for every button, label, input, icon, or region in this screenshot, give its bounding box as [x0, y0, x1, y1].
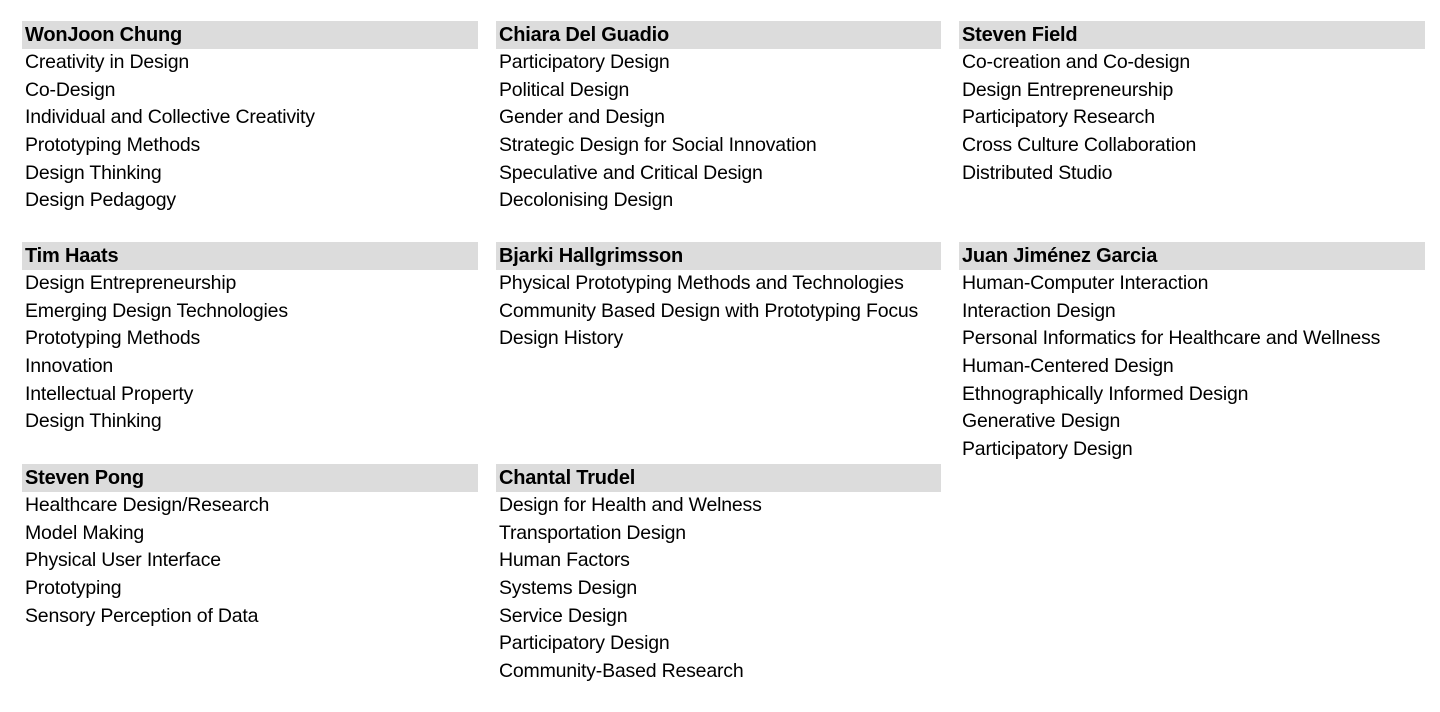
faculty-card — [22, 242, 478, 436]
topic-item: Design Entrepreneurship — [25, 272, 237, 294]
topic-item: Creativity in Design — [25, 51, 189, 73]
faculty-name: WonJoon Chung — [22, 21, 478, 49]
topic-list — [22, 492, 478, 630]
faculty-card — [22, 21, 478, 215]
topic-item: Design for Health and Welness — [499, 494, 762, 516]
topic-item: Physical User Interface — [25, 549, 221, 572]
topic-item: Co-creation and Co-design — [962, 51, 1191, 73]
topic-item: Individual and Collective Creativity — [25, 106, 315, 129]
topic-item: Design History — [499, 327, 623, 350]
topic-item: Prototyping Methods — [25, 134, 201, 157]
topic-list — [496, 49, 941, 215]
topic-item: Prototyping Methods — [25, 327, 201, 350]
topic-item: Political Design — [499, 78, 630, 101]
faculty-name: Steven Pong — [22, 464, 478, 492]
topic-item: Human-Computer Interaction — [962, 272, 1209, 294]
faculty-card — [496, 21, 941, 215]
topic-item: Interaction Design — [962, 299, 1116, 322]
topic-item: Personal Informatics for Healthcare and Wellness — [962, 327, 1381, 350]
topic-item: Decolonising Design — [499, 189, 673, 212]
faculty-name: Tim Haats — [22, 242, 478, 270]
topic-item: Design Thinking — [25, 410, 162, 433]
topic-item: Participatory Design — [499, 632, 670, 655]
topic-list — [22, 270, 478, 436]
topic-item: Participatory Design — [499, 51, 670, 73]
faculty-name: Chantal Trudel — [496, 464, 941, 492]
topic-item: Systems Design — [499, 577, 638, 600]
topic-item: Ethnographically Informed Design — [962, 382, 1249, 405]
topic-item: Intellectual Property — [25, 382, 194, 405]
topic-item: Innovation — [25, 355, 113, 378]
topic-item: Transportation Design — [499, 521, 686, 544]
topic-item: Design Pedagogy — [25, 189, 176, 212]
topic-list — [496, 492, 941, 686]
faculty-card — [22, 464, 478, 630]
topic-list — [496, 270, 941, 353]
topic-item: Model Making — [25, 521, 144, 544]
topic-item: Healthcare Design/Research — [25, 494, 270, 516]
faculty-card — [959, 21, 1425, 187]
topic-item: Strategic Design for Social Innovation — [499, 134, 817, 157]
topic-item: Participatory Research — [962, 106, 1155, 129]
topic-item: Prototyping — [25, 577, 122, 600]
faculty-name: Steven Field — [959, 21, 1425, 49]
topic-list — [959, 270, 1425, 464]
topic-item: Community-Based Research — [499, 660, 744, 683]
topic-item: Physical Prototyping Methods and Technologies — [499, 272, 904, 294]
topic-item: Speculative and Critical Design — [499, 161, 763, 184]
topic-item: Distributed Studio — [962, 161, 1113, 184]
faculty-name: Chiara Del Guadio — [496, 21, 941, 49]
faculty-name: Bjarki Hallgrimsson — [496, 242, 941, 270]
topic-item: Cross Culture Collaboration — [962, 134, 1197, 157]
faculty-card — [959, 242, 1425, 464]
topic-item: Human Factors — [499, 549, 630, 572]
faculty-card — [496, 242, 941, 353]
topic-item: Human-Centered Design — [962, 355, 1174, 378]
topic-list — [22, 49, 478, 215]
topic-item: Community Based Design with Prototyping Focus — [499, 299, 919, 322]
faculty-card — [496, 464, 941, 686]
topic-list — [959, 49, 1425, 187]
topic-item: Co-Design — [25, 78, 116, 101]
topic-item: Generative Design — [962, 410, 1121, 433]
topic-item: Participatory Design — [962, 438, 1133, 461]
topic-item: Gender and Design — [499, 106, 665, 129]
topic-item: Design Thinking — [25, 161, 162, 184]
topic-item: Emerging Design Technologies — [25, 299, 288, 322]
topic-item: Service Design — [499, 604, 628, 627]
faculty-name: Juan Jiménez Garcia — [959, 242, 1425, 270]
topic-item: Design Entrepreneurship — [962, 78, 1174, 101]
topic-item: Sensory Perception of Data — [25, 604, 259, 627]
